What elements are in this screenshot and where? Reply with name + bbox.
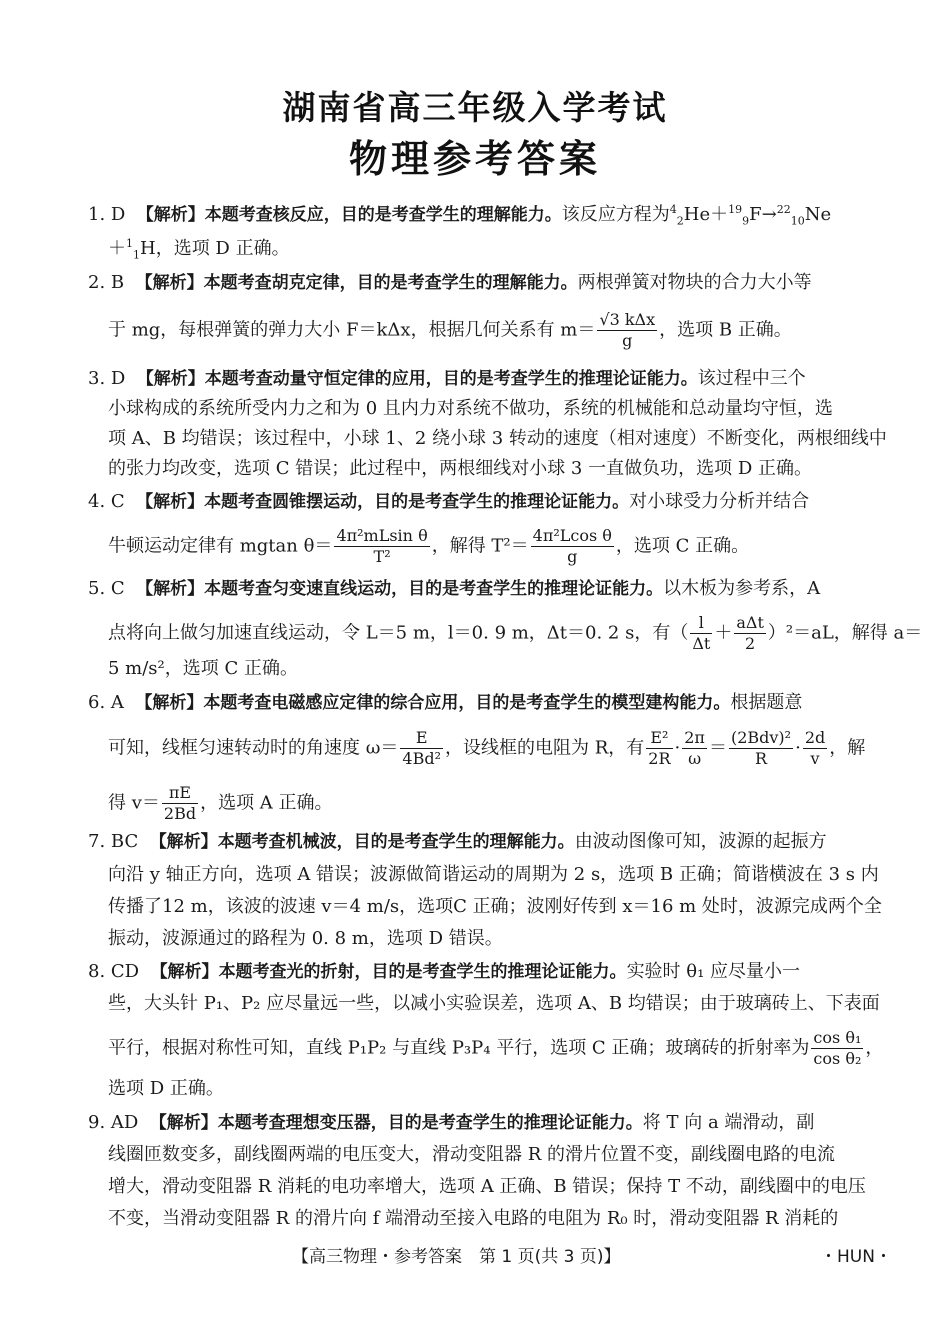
- q2-line1: 2. B 【解析】本题考查胡克定律，目的是考查学生的理解能力。两根弹簧对物块的合力大小等: [88, 272, 812, 293]
- q7-line2: 向沿 y 轴正方向，选项 A 错误；波源做简谐运动的周期为 2 s，选项 B 正确；简谐横波在 3 s 内: [108, 864, 879, 885]
- q2-line2: 于 mg，每根弹簧的弹力大小 F＝kΔx，根据几何关系有 m＝ √3 kΔx g ，选项 B 正确。: [108, 310, 792, 350]
- q4-fraction-b: $\frac{\text{4π²Lcos θ}}{g}$: [532, 526, 612, 566]
- q4-fraction-a: $\frac{\text{4π²mLsin θ}}{\text{T²}}$: [336, 526, 428, 566]
- q3-line1: 3. D 【解析】本题考查动量守恒定律的应用，目的是考查学生的推理论证能力。该过程中三个: [88, 368, 806, 389]
- q4-line2: 牛顿运动定律有 mgtan θ＝ $\frac{\text{4π²mLsin θ}}{\text{T²}}$ ，解得 T²＝ $\frac{\text{4π²Lcos θ}}{g}$ ，选项 C 正确。: [108, 526, 750, 566]
- q6-fraction-time: $\frac{2d}{v}$: [804, 728, 826, 768]
- q3-line2: 小球构成的系统所受内力之和为 0 且内力对系统不做功，系统的机械能和总动量均守恒，选: [108, 398, 833, 419]
- q6-fraction-emf: (2Bdv)² R: [730, 728, 792, 768]
- q5-fraction-b: aΔt 2: [736, 613, 764, 653]
- q2-fraction: √3 kΔx g: [599, 310, 656, 350]
- exam-title: 湖南省高三年级入学考试: [282, 88, 668, 127]
- q1-line1: 1. D 【解析】本题考查核反应，目的是考查学生的理解能力。该反应方程为$^4_2$He＋$^{19}_9$F→$^{22}_{10}$Ne: [88, 203, 832, 228]
- q9-line4: 不变，当滑动变阻器 R 的滑片向 f 端滑动至接入电路的电阻为 R₀ 时，滑动变阻器 R 消耗的: [108, 1208, 839, 1229]
- region-code: ・HUN・: [820, 1247, 892, 1267]
- q3-line4: 的张力均改变，选项 C 错误；此过程中，两根细线对小球 3 一直做负功，选项 D 正确。: [108, 458, 812, 479]
- q8-fraction: $\frac{\text{cos θ₁}}{\text{cos θ₂}}$: [813, 1028, 862, 1068]
- answer-title: 物理参考答案: [348, 137, 601, 181]
- q6-line3: 得 v＝ $\frac{\pi E}{2Bd}$ ，选项 A 正确。: [108, 783, 333, 823]
- q6-line2: 可知，线框匀速转动时的角速度 ω＝ $\frac{E}{\text{4Bd²}}$ ，设线框的电阻为 R，有 $\frac{\text{E²}}{2R}$ · $\frac{2\pi}{\omega}$ ＝ (2Bdv)² R · $\frac{2d}{v}$ ，解: [108, 728, 866, 768]
- page-footer: 【高三物理・参考答案 第 1 页(共 3 页)】: [292, 1247, 621, 1267]
- q9-line2: 线圈匝数变多，副线圈两端的电压变大，滑动变阻器 R 的滑片位置不变，副线圈电路的电流: [108, 1144, 835, 1165]
- q6-fraction-v: $\frac{\pi E}{2Bd}$: [163, 783, 197, 823]
- q5-line3: 5 m/s²，选项 C 正确。: [108, 658, 298, 679]
- q6-fraction-power: $\frac{\text{E²}}{2R}$: [648, 728, 671, 768]
- q7-line1: 7. BC 【解析】本题考查机械波，目的是考查学生的理解能力。由波动图像可知，波源的起振方: [88, 831, 827, 852]
- q6-fraction-omega: $\frac{E}{\text{4Bd²}}$: [402, 728, 441, 768]
- q5-line1: 5. C 【解析】本题考查匀变速直线运动，目的是考查学生的推理论证能力。以木板为参考系，A: [88, 578, 821, 599]
- q8-line4: 选项 D 正确。: [108, 1078, 224, 1099]
- q8-line3: 平行，根据对称性可知，直线 P₁P₂ 与直线 P₃P₄ 平行，选项 C 正确；玻璃砖的折射率为 $\frac{\text{cos θ₁}}{\text{cos θ₂}}$ ，: [108, 1028, 884, 1068]
- q8-line1: 8. CD 【解析】本题考查光的折射，目的是考查学生的推理论证能力。实验时 θ₁ 应尽量小一: [88, 961, 801, 982]
- q7-line4: 振动，波源通过的路程为 0. 8 m，选项 D 错误。: [108, 928, 503, 949]
- q5-fraction-a: $\frac{l}{\Delta t}$: [692, 613, 711, 653]
- q8-line2: 些，大头针 P₁、P₂ 应尽量远一些，以减小实验误差，选项 A、B 均错误；由于玻璃砖上、下表面: [108, 993, 880, 1014]
- q6-fraction-period: $\frac{2\pi}{\omega}$: [684, 728, 705, 768]
- q7-line3: 传播了12 m，该波的波速 v＝4 m/s，选项C 正确；波刚好传到 x＝16 m 处时，波源完成两个全: [108, 896, 882, 917]
- q9-line1: 9. AD 【解析】本题考查理想变压器，目的是考查学生的推理论证能力。将 T 向 a 端滑动，副: [88, 1112, 815, 1133]
- q4-line1: 4. C 【解析】本题考查圆锥摆运动，目的是考查学生的推理论证能力。对小球受力分析并结合: [88, 491, 810, 512]
- q3-line3: 项 A、B 均错误；该过程中，小球 1、2 绕小球 3 转动的速度（相对速度）不断变化，两根细线中: [108, 428, 887, 449]
- q6-line1: 6. A 【解析】本题考查电磁感应定律的综合应用，目的是考查学生的模型建构能力。根据题意: [88, 692, 803, 713]
- q9-line3: 增大，滑动变阻器 R 消耗的电功率增大，选项 A 正确、B 错误；保持 T 不动，副线圈中的电压: [108, 1176, 866, 1197]
- q1-line2: ＋$^1_1$H，选项 D 正确。: [108, 237, 290, 262]
- q5-line2: 点将向上做匀加速直线运动，令 L＝5 m，l＝0. 9 m，Δt＝0. 2 s，有（ $\frac{l}{\Delta t}$ ＋ aΔt 2 ）²＝aL，解得 a＝: [108, 613, 923, 653]
